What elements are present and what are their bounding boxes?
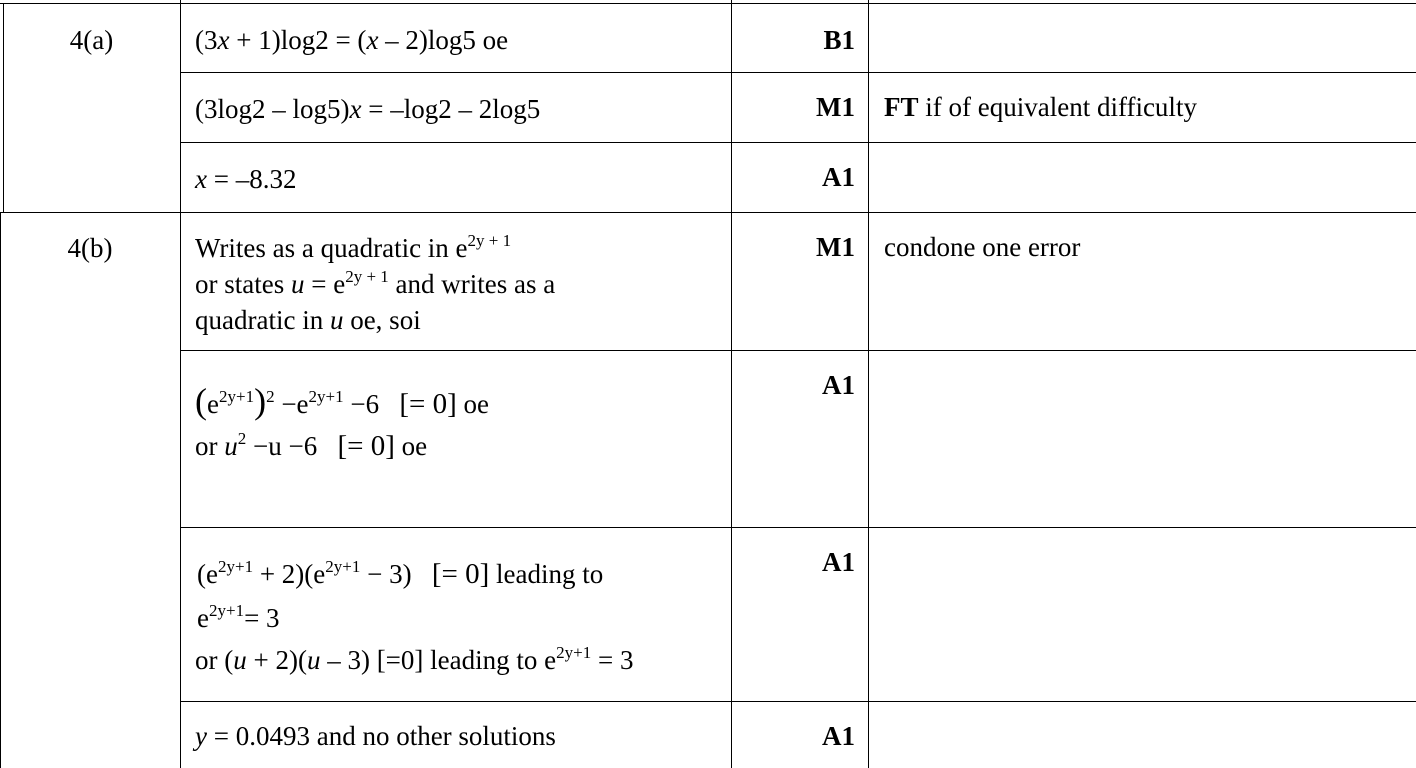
mark-4b-step4: A1 bbox=[822, 721, 855, 751]
guidance-4a-step2: FT if of equivalent difficulty bbox=[884, 92, 1197, 122]
guidance-4b-step1: condone one error bbox=[884, 232, 1081, 262]
mark-4b-step1: M1 bbox=[816, 232, 855, 262]
answer-4a-step2: (3log2 – log5)x = –log2 – 2log5 bbox=[195, 94, 541, 124]
answer-4a-step3: x = –8.32 bbox=[195, 164, 297, 194]
mark-4b-step3: A1 bbox=[822, 547, 855, 577]
rule-left-4b bbox=[0, 212, 1, 768]
mark-4a-step3: A1 bbox=[822, 162, 855, 192]
rule-col-3 bbox=[868, 0, 869, 768]
rule-4a-end bbox=[0, 212, 1416, 213]
rule-top bbox=[0, 3, 1416, 4]
rule-4a-row2 bbox=[180, 142, 1416, 143]
answer-4b-step4: y = 0.0493 and no other solutions bbox=[195, 721, 556, 751]
mark-4a-step2: M1 bbox=[816, 92, 855, 122]
rule-col-1 bbox=[180, 0, 181, 768]
question-label-4a: 4(a) bbox=[69, 25, 114, 55]
answer-4a-step1: (3x + 1)log2 = (x – 2)log5 oe bbox=[195, 25, 509, 55]
rule-4a-row1 bbox=[180, 72, 1416, 73]
question-label-4b: 4(b) bbox=[67, 233, 113, 263]
rule-4b-row1 bbox=[180, 350, 1416, 351]
answer-4b-step1: Writes as a quadratic in $e^{2y + 1}$ or states $u = e^{2y + 1}$ and writes as a quadratic in u oe, soi bbox=[195, 231, 556, 335]
answer-4b-step3: $(e^{2y+1} + 2)(e^{2y+1} - 3)$ [= 0] leading to $e^{2y+1}= 3$ or (u + 2)(u – 3) [=0] leading to $e^{2y+1} = 3$ bbox=[195, 557, 634, 675]
mark-4a-step1: B1 bbox=[823, 25, 855, 55]
rule-4b-row2 bbox=[180, 527, 1416, 528]
mark-4b-step2: A1 bbox=[822, 370, 855, 400]
answer-4b-step2: $(e^{2y+1})^2 -e^{2y+1} -6$ [= 0] oe or $u^2 -u -6$ [= 0] oe bbox=[195, 381, 490, 462]
rule-4b-row3 bbox=[180, 701, 1416, 702]
